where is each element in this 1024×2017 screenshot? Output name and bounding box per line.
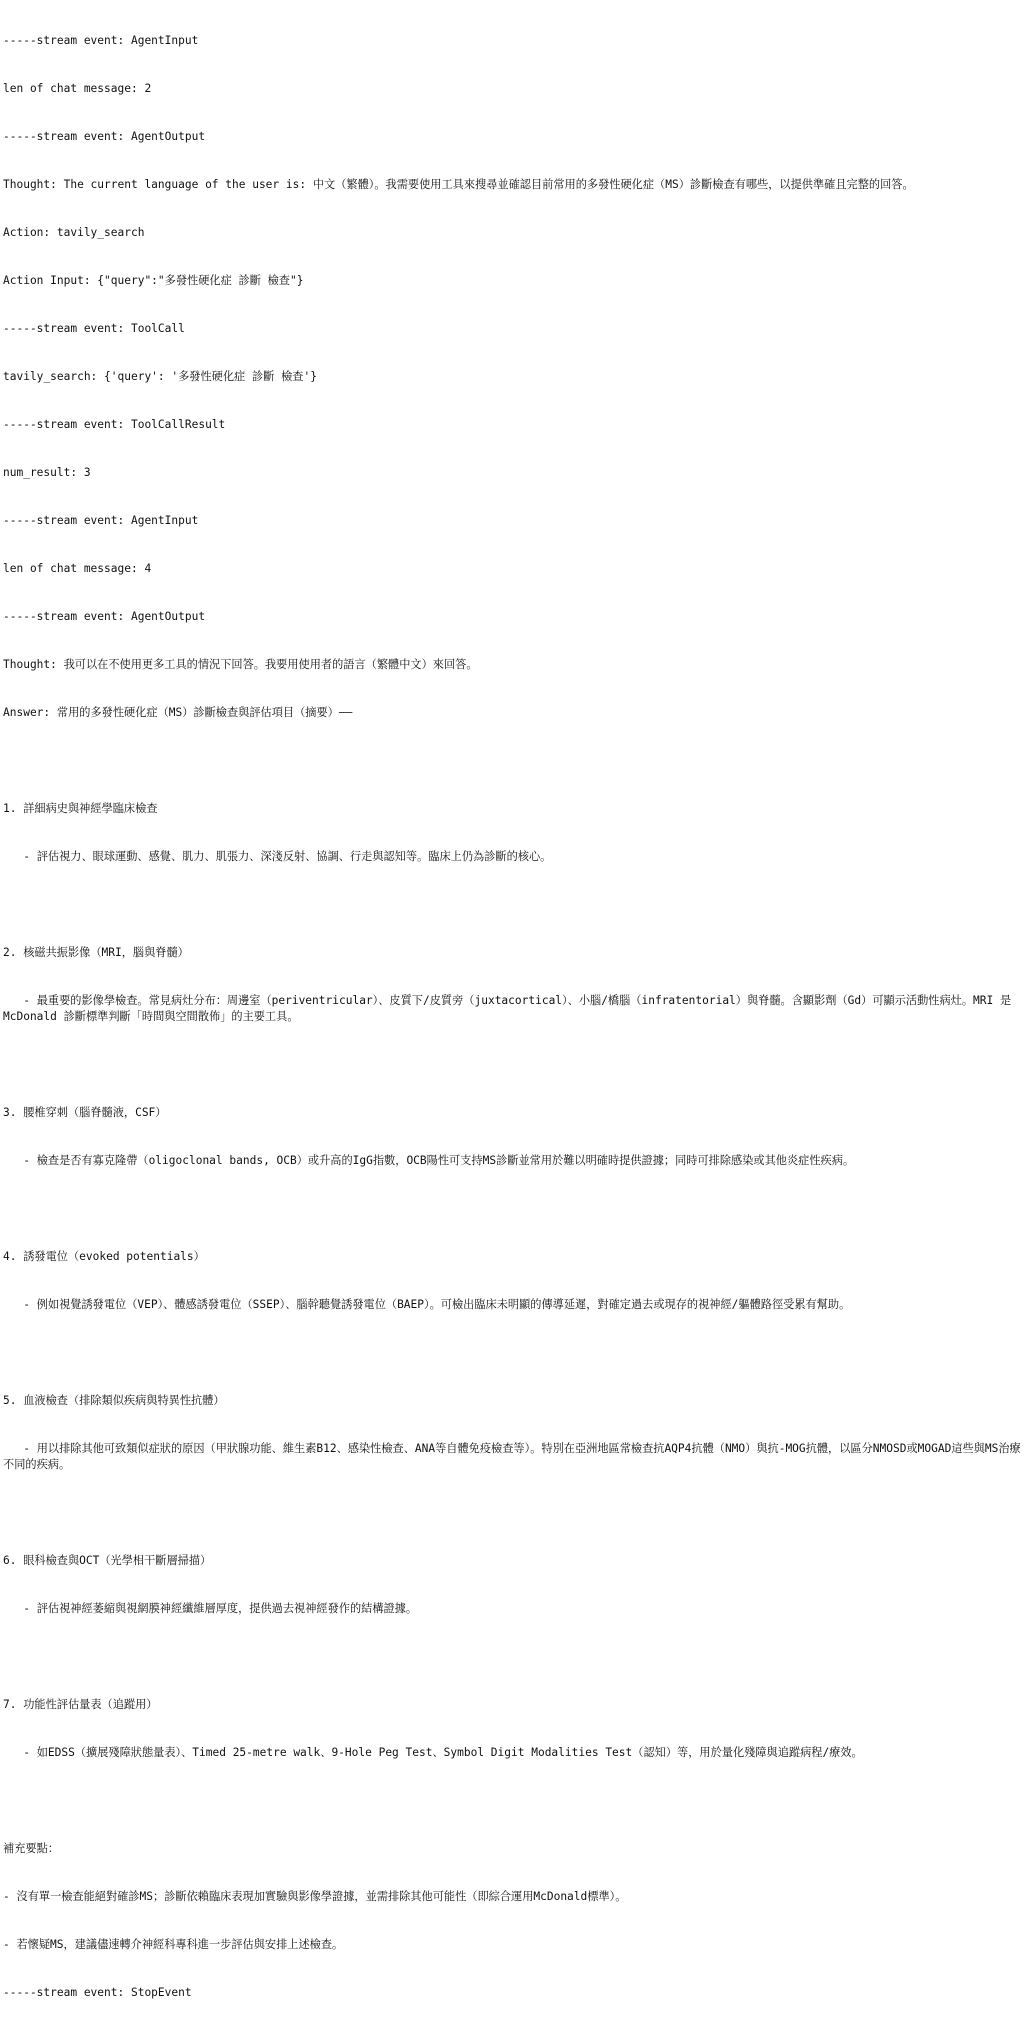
- log-line: len of chat message: 4: [3, 562, 152, 575]
- log-line: Answer: 常用的多發性硬化症（MS）診斷檢查與評估項目（摘要）——: [3, 706, 353, 719]
- log-line: -----stream event: AgentOutput: [3, 610, 206, 623]
- log-line: [3, 1345, 1022, 1361]
- log-line: 6. 眼科檢查與OCT（光學相干斷層掃描）: [3, 1554, 212, 1567]
- log-line: -----stream event: AgentInput: [3, 514, 199, 527]
- log-line: [3, 1505, 1022, 1521]
- log-line: [3, 897, 1022, 913]
- log-line: [3, 1649, 1022, 1665]
- log-line: [3, 1057, 1022, 1073]
- log-line: - 例如視覺誘發電位（VEP）、體感誘發電位（SSEP）、腦幹聽覺誘發電位（BAEP）。可檢出臨床未明顯的傳導延遲，對確定過去或現存的視神經/軀體路徑受累有幫助。: [3, 1298, 851, 1311]
- log-line: - 最重要的影像學檢查。常見病灶分布：周邊室（periventricular）、皮質下/皮質旁（juxtacortical）、小腦/橋腦（infratentorial）與脊髓。含顯影劑（Gd）可顯示活動性病灶。MRI 是 McDonald 診斷標準判斷「時間與空間散佈」的主要工具。: [3, 994, 1018, 1023]
- log-line: - 如EDSS（擴展殘障狀態量表）、Timed 25-metre walk、9-Hole Peg Test、Symbol Digit Modalities Test（認知）等，用於量化殘障與追蹤病程/療效。: [3, 1746, 863, 1759]
- log-line: -----stream event: AgentInput: [3, 34, 199, 47]
- log-line: tavily_search: {'query': '多發性硬化症 診斷 檢查'}: [3, 370, 317, 383]
- log-line: num_result: 3: [3, 466, 91, 479]
- log-line: - 用以排除其他可致類似症狀的原因（甲狀腺功能、維生素B12、感染性檢查、ANA等自體免疫檢查等）。特別在亞洲地區常檢查抗AQP4抗體（NMO）與抗-MOG抗體，以區分NMOSD或MOGAD這些與MS治療不同的疾病。: [3, 1442, 1021, 1471]
- log-line: - 檢查是否有寡克隆帶（oligoclonal bands, OCB）或升高的IgG指數，OCB陽性可支持MS診斷並常用於難以明確時提供證據；同時可排除感染或其他炎症性疾病。: [3, 1154, 855, 1167]
- log-line: 3. 腰椎穿刺（腦脊髓液，CSF）: [3, 1106, 167, 1119]
- console-output: [3, 1, 1022, 2017]
- log-line: -----stream event: AgentOutput: [3, 130, 206, 143]
- log-line: Action: tavily_search: [3, 226, 145, 239]
- log-line: - 評估視神經萎縮與視網膜神經纖維層厚度，提供過去視神經發作的結構證據。: [3, 1602, 418, 1615]
- log-line: -----stream event: StopEvent: [3, 1986, 192, 1999]
- log-line: 補充要點：: [3, 1842, 59, 1855]
- log-line: - 評估視力、眼球運動、感覺、肌力、肌張力、深淺反射、協調、行走與認知等。臨床上仍為診斷的核心。: [3, 850, 552, 863]
- log-line: [3, 753, 1022, 769]
- log-line: 1. 詳細病史與神經學臨床檢查: [3, 802, 158, 815]
- log-line: Action Input: {"query":"多發性硬化症 診斷 檢查"}: [3, 274, 304, 287]
- log-line: 2. 核磁共振影像（MRI，腦與脊髓）: [3, 946, 189, 959]
- log-line: - 若懷疑MS，建議儘速轉介神經科專科進一步評估與安排上述檢查。: [3, 1938, 344, 1951]
- log-line: -----stream event: ToolCallResult: [3, 418, 226, 431]
- log-line: [3, 1201, 1022, 1217]
- log-line: 4. 誘發電位（evoked potentials）: [3, 1250, 205, 1263]
- log-line: 7. 功能性評估量表（追蹤用）: [3, 1698, 158, 1711]
- log-line: -----stream event: ToolCall: [3, 322, 185, 335]
- log-line: len of chat message: 2: [3, 82, 152, 95]
- log-line: Thought: 我可以在不使用更多工具的情況下回答。我要用使用者的語言（繁體中文）來回答。: [3, 658, 478, 671]
- log-line: [3, 1793, 1022, 1809]
- log-line: - 沒有單一檢查能絕對確診MS；診斷依賴臨床表現加實驗與影像學證據，並需排除其他可能性（即綜合運用McDonald標準）。: [3, 1890, 627, 1903]
- log-line: 5. 血液檢查（排除類似疾病與特異性抗體）: [3, 1394, 225, 1407]
- log-line: Thought: The current language of the user is: 中文（繁體）。我需要使用工具來搜尋並確認目前常用的多發性硬化症（MS）診斷檢查有哪些，以提供準確且完整的回答。: [3, 178, 914, 191]
